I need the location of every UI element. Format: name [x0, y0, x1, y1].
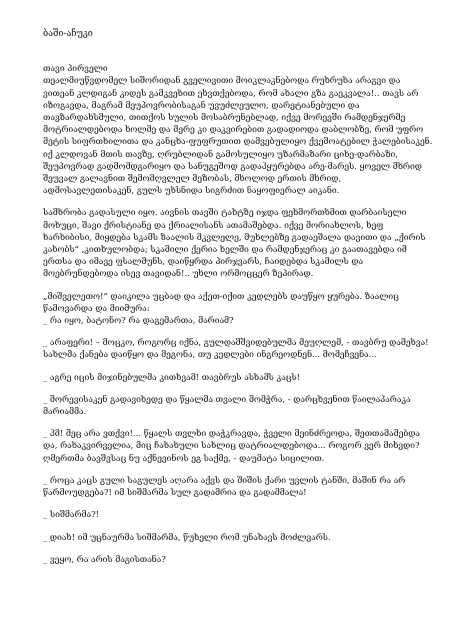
paragraph-12: _ ვეყო, რა არის მაგისთანა? — [43, 554, 166, 565]
document-title: ბაში-აჩუკი — [43, 29, 93, 39]
paragraph-5: _ არაფერი! – მოცკო, როგორც იქნა, გულდამშვიდებულმა მეუღლემ, - თავბრუ დამეხვა! სახლმა ქანება დაიწყო და მეგონა, თუ კედლები ინგრეოდნენ... მომეჩვენა... — [43, 338, 429, 361]
paragraph-7: _ მორევისაკენ გადავიხედე და წყალმა თვალი მომჭრა, - დარცხვენით წაილაპარაკა მარიამმა. — [43, 394, 411, 418]
paragraph-9: _ როცა კაცს გული საგულეს აღარა აქვს და შიშის ქარი უვლის ტანში, მაშინ რა არ წარმოუდგება?! იმ სიშმარმა სულ გადამრია და გადამმალა! — [43, 475, 406, 499]
paragraph-8: _ ჰმ! მეც არა ვთქვი!... წყალს თვლხი დაჭკრავდა, ჭველი მეინძრეოდა, შეთთამამებდა და, რახაკვირველია, მიც ჩახახული სახლიც დატრიალდებოდა... როგორ ვერ მიხვდი? ღმერთმა ბავშვსაც ნუ აქნევინოს ეგ საქმე, - დაუმატა სიცილით. — [43, 429, 420, 464]
paragraph-3: „მიშველეთო!“ დაიკილა უცბად და აქეთ-იქით კედლებს დაუწყო ყურება. ზაალიც წამოვარდა და მიიმურა: — [43, 291, 399, 314]
paragraph-6: _ აგრე იცის მიჯინებულმა კითხვამ! თავბრუს ასხამს კაცს! — [43, 372, 301, 383]
paragraph-4: _ რა იყო, ბატონო? რა დაგემართა, მარიამ? — [43, 316, 234, 327]
paragraph-11: _ დიახ! იმ უცნაურმა სიშმარმა, წუხელი რომ უნახავს მოძლვარს. — [43, 532, 331, 543]
section-heading: თავი პირველი — [43, 64, 108, 75]
paragraph-10: _ სიშმარმა?! — [43, 510, 100, 521]
paragraph-2: სამხრობა გადასული იყო. აივნის თავში ტახტზე იჯდა ფეხმორთხმით დარბაისელი მოხუცი, შავი ქრისტიანე და ქრიალისანს ათამაშებდა. იქვე მორიახლოს, ხეფ ხარხიბისი, მიყდება სკამს ზაალის მკვლელე, მუხლებზე გადაეშალა დავითი და „ქირის კახობს“ ‚კითხულობდა; სკამილი ქერია ხელში და რამდენჯერაც კი გაათავებდა იმ ერთსა და იმავე ფსალმუნს, დაიწყრდა პირჯვარს, ჩაიდებდა სკამილს და მოებრუნდებოდა ისევ თავიდან!.. უხლი ორმოცცერ ზეპირად. — [43, 208, 426, 280]
paragraph-1: თეალმიუწვდომელ სიშორიდან გველივითი მოიკლაკნებოდა რუხრუხა არაგვი და ვითეან კლდიგან კიდეს გამკვეხით ეხვთქებოდა, რომ ახალი გზა გაეკვალა!.. თავს არ იზოგავდა, მაგრამ მეუპოვრობისაგან უვუძლეულო, დარეტიანებული და თავზარდახსმული, თითქოს სულის მოსაბრუნებლად, იქვე მორევში რამდენჯერმე მოტრიალდებოდა ხოლმე და მერე კი დაკვირებით გადადიოდა დაბლობზე, რომ უფრო მეტის სიფრთხილითა და კანცხა-ფუფრუთით დამვებულიყო ქვემოატებილ ჭალებისაკენ. იქ კლდოვან მთის თავზე, ღრუბლიდან გამოსულიყო უზარმაზარი ციხე-დარბაზი, შეუპოვრად გადმომდგარიყო და სანუგეშოდ გადაჰყურებდა არე-მარეს. ყოველ მხრიდ შეუვალ გალავნით შემომღვლელ მეზობას, მხოლოდ ერთის მხრიდ, ადმოსავლეთისაკენ, გულს უხსნიდა სიგრძით ნაყოფიერალ აიკანი. — [43, 76, 433, 197]
